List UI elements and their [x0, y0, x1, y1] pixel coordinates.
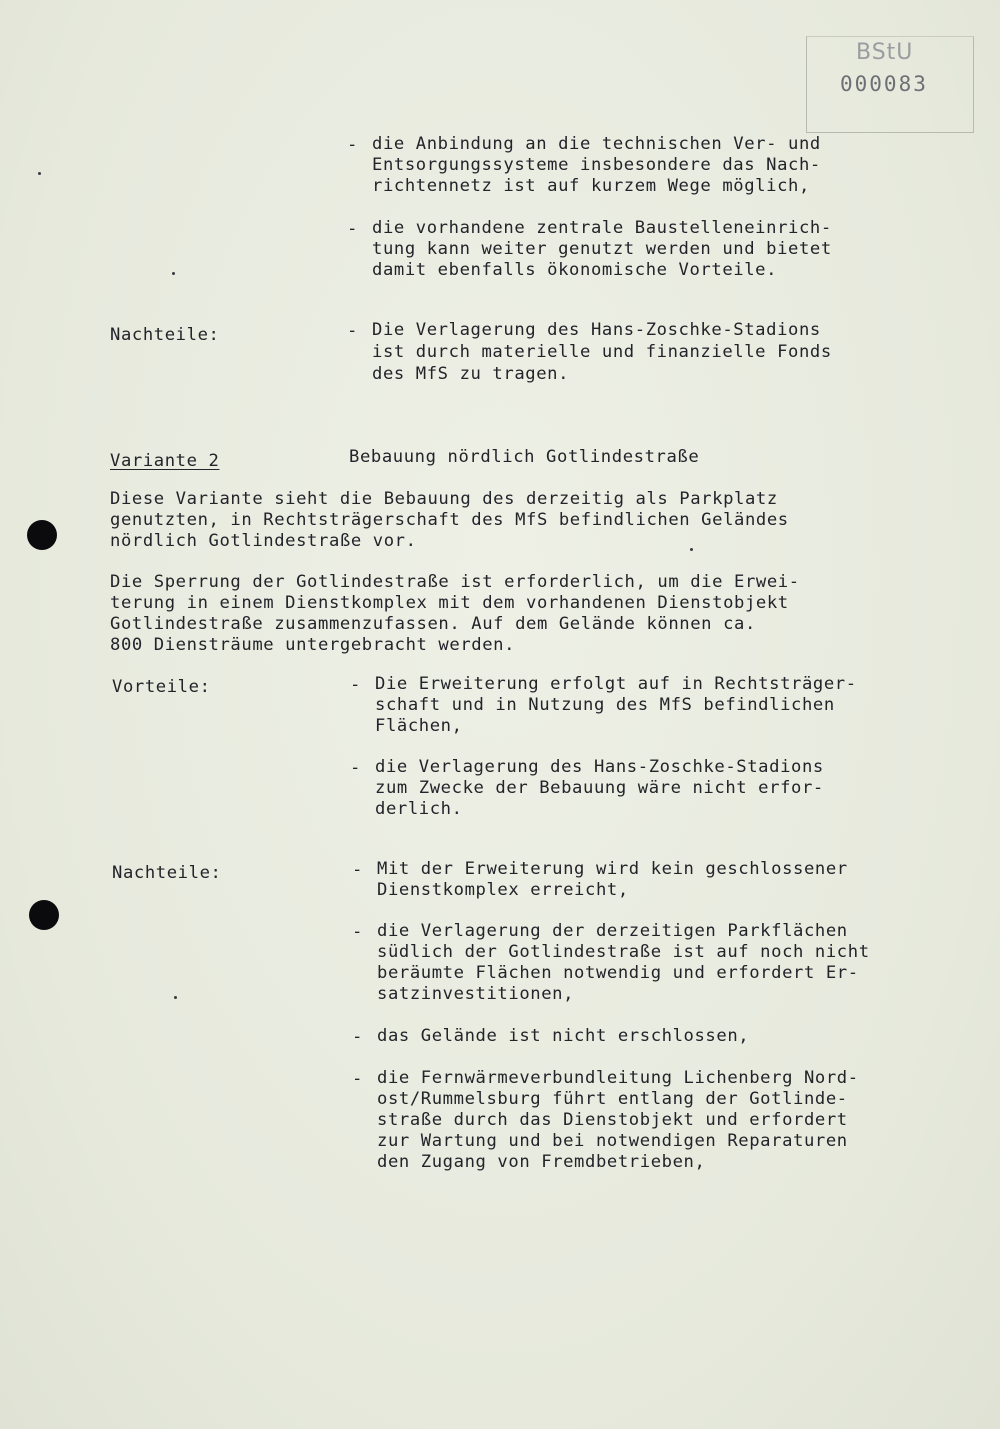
text-line: Entsorgungssysteme insbesondere das Nach-	[372, 155, 821, 175]
bullet-dash: -	[352, 1069, 363, 1089]
bullet-dash: -	[352, 1027, 363, 1047]
text-line: damit ebenfalls ökonomische Vorteile.	[372, 260, 778, 280]
text-line: die vorhandene zentrale Baustelleneinrich-	[372, 218, 832, 238]
text-line: Die Verlagerung des Hans-Zoschke-Stadions	[372, 320, 821, 340]
bullet-dash: -	[350, 675, 361, 695]
paper-speck	[38, 172, 41, 175]
text-line: ist durch materielle und finanzielle Fonds	[372, 342, 832, 362]
variante-heading: Bebauung nördlich Gotlindestraße	[349, 447, 700, 467]
paragraph-line: nördlich Gotlindestraße vor.	[110, 531, 417, 551]
paper-speck	[174, 996, 177, 999]
paragraph-line: Die Sperrung der Gotlindestraße ist erforderlich, um die Erwei-	[110, 572, 800, 592]
bullet-dash: -	[350, 758, 361, 778]
text-line: richtennetz ist auf kurzem Wege möglich,	[372, 176, 810, 196]
text-line: die Verlagerung der derzeitigen Parkflächen	[377, 921, 848, 941]
paper-speck	[690, 548, 693, 551]
text-line: zur Wartung und bei notwendigen Reparaturen	[377, 1131, 848, 1151]
stamp-org: BStU	[856, 40, 914, 65]
text-line: ost/Rummelsburg führt entlang der Gotlinde-	[377, 1089, 848, 1109]
stamp-number: 000083	[840, 72, 928, 96]
paragraph-line: 800 Diensträume untergebracht werden.	[110, 635, 516, 655]
text-line: den Zugang von Fremdbetrieben,	[377, 1152, 706, 1172]
text-line: satzinvestitionen,	[377, 984, 575, 1004]
text-line: derlich.	[375, 799, 463, 819]
text-line: tung kann weiter genutzt werden und bietet	[372, 239, 832, 259]
bullet-dash: -	[347, 321, 358, 341]
text-line: zum Zwecke der Bebauung wäre nicht erfor-	[375, 778, 824, 798]
text-line: das Gelände ist nicht erschlossen,	[377, 1026, 750, 1046]
bullet-dash: -	[352, 922, 363, 942]
text-line: beräumte Flächen notwendig und erfordert Er-	[377, 963, 859, 983]
punch-hole	[27, 520, 57, 550]
bullet-dash: -	[347, 219, 358, 239]
text-line: die Verlagerung des Hans-Zoschke-Stadions	[375, 757, 824, 777]
text-line: die Anbindung an die technischen Ver- und	[372, 134, 821, 154]
paragraph-line: Diese Variante sieht die Bebauung des derzeitig als Parkplatz	[110, 489, 778, 509]
nachteile-label: Nachteile:	[110, 325, 220, 345]
paper-speck	[172, 272, 175, 275]
paragraph-line: terung in einem Dienstkomplex mit dem vorhandenen Dienstobjekt	[110, 593, 789, 613]
text-line: Die Erweiterung erfolgt auf in Rechtsträger-	[375, 674, 857, 694]
text-line: des MfS zu tragen.	[372, 364, 570, 384]
bullet-dash: -	[352, 860, 363, 880]
nachteile-label: Nachteile:	[112, 863, 222, 883]
vorteile-label: Vorteile:	[112, 677, 211, 697]
text-line: südlich der Gotlindestraße ist auf noch nicht	[377, 942, 870, 962]
text-line: straße durch das Dienstobjekt und erfordert	[377, 1110, 848, 1130]
variante-label: Variante 2	[110, 451, 220, 471]
text-line: Flächen,	[375, 716, 463, 736]
text-line: Dienstkomplex erreicht,	[377, 880, 629, 900]
text-line: die Fernwärmeverbundleitung Lichenberg Nord-	[377, 1068, 859, 1088]
text-line: Mit der Erweiterung wird kein geschlossener	[377, 859, 848, 879]
paragraph-line: genutzten, in Rechtsträgerschaft des MfS befindlichen Geländes	[110, 510, 789, 530]
text-line: schaft und in Nutzung des MfS befindlichen	[375, 695, 835, 715]
bullet-dash: -	[347, 135, 358, 155]
punch-hole	[29, 900, 59, 930]
paragraph-line: Gotlindestraße zusammenzufassen. Auf dem Gelände können ca.	[110, 614, 756, 634]
